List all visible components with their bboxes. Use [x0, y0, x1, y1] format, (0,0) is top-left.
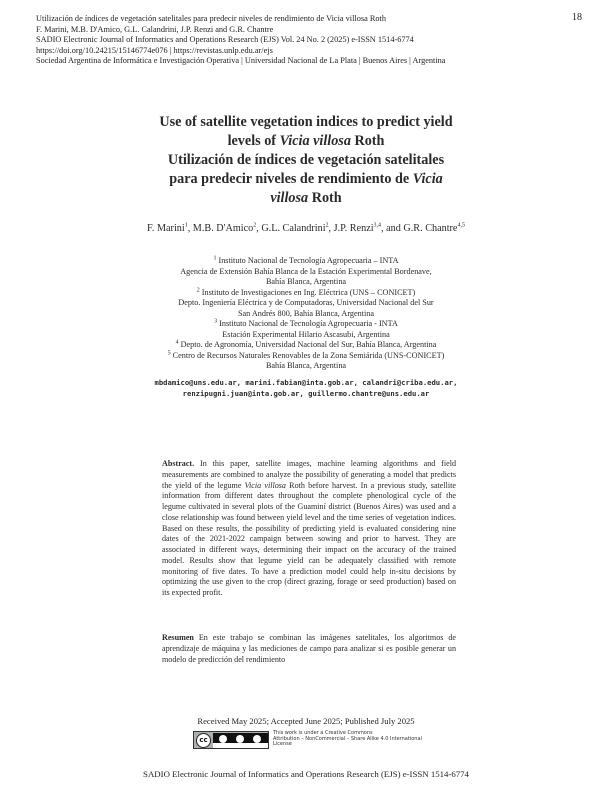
publication-dates: Received May 2025; Accepted June 2025; Published July 2025: [197, 716, 415, 726]
author-affil-mark: 4,5: [457, 222, 465, 229]
affil-line: Estación Experimental Hilario Ascasubi, Argentina: [222, 329, 390, 339]
title-es-text-end: Roth: [308, 190, 342, 206]
abstract: [162, 459, 456, 599]
cc-license-badge-icon[interactable]: [193, 731, 269, 749]
title-es-species-genus: Vicia: [412, 171, 443, 187]
license-text: [273, 731, 433, 748]
affil-mark: 1: [213, 255, 217, 262]
by-icon: [219, 735, 227, 743]
affil-mark: 5: [167, 349, 171, 356]
title-es-species-epithet: villosa: [270, 190, 309, 206]
page-number: 18: [572, 12, 582, 23]
page-footer: SADIO Electronic Journal of Informatics and Operations Research (EJS) e-ISSN 1514-6774: [143, 769, 469, 779]
license-text-line2[interactable]: Attribution – NonCommercial – Share Alike 4.0 International License: [273, 735, 422, 748]
author-name: , M.B. D'Amico: [187, 223, 254, 234]
header-line-doi: https://doi.org/10.24215/15146774e076 | https://revistas.unlp.edu.ar/ejs: [36, 45, 273, 55]
affiliation-2: [110, 288, 502, 299]
author-affil-mark: 3,4: [373, 222, 382, 229]
author-list: [120, 222, 492, 235]
title-en-line2: [110, 132, 502, 151]
affil-line: Depto. de Agronomía, Universidad Nacional del Sur, Bahía Blanca, Argentina: [180, 340, 437, 349]
affiliations: [110, 256, 502, 372]
affiliation-3: [110, 319, 502, 330]
title-en-species: Vicia villosa: [279, 133, 351, 149]
affil-mark: 2: [196, 286, 200, 293]
affil-line: Instituto Nacional de Tecnología Agropecuaria – INTA: [218, 256, 399, 265]
affil-mark: 3: [214, 318, 218, 325]
author-affil-mark: 2: [253, 222, 257, 229]
affil-line: San Andrés 800, Bahía Blanca, Argentina: [237, 308, 375, 318]
title-es-line2: [110, 170, 502, 189]
author-name: F. Marini: [147, 223, 185, 234]
cc-logo-icon: cc: [196, 733, 211, 748]
abstract-species: Vicia villosa: [244, 480, 286, 490]
affil-line: Instituto Nacional de Tecnología Agropecuaria - INTA: [219, 319, 398, 328]
resumen-label: Resumen: [162, 633, 194, 642]
affil-mark: 4: [175, 339, 179, 346]
cc-attribution-strip: [213, 733, 268, 743]
affil-line: Instituto de Investigaciones en Ing. Eléctrica (UNS – CONICET): [201, 287, 416, 297]
header-line-journal: SADIO Electronic Journal of Informatics and Operations Research (EJS) Vol. 24 No. 2 (2025) e-ISSN 1514-6774: [36, 35, 414, 45]
title-en-text: levels of: [227, 133, 280, 149]
affiliation-1: [110, 256, 502, 267]
sa-icon: [253, 735, 261, 743]
email-line[interactable]: mbdamico@uns.edu.ar, marini.fabian@inta.gob.ar, calandri@criba.edu.ar,: [154, 378, 458, 387]
header-line-title: Utilización de índices de vegetación satelitales para predecir niveles de rendimiento de Vicia villosa Roth: [36, 14, 386, 23]
affil-line: Centro de Recursos Naturales Renovables de la Zona Semiárida (UNS-CONICET): [172, 350, 445, 360]
affil-line: Agencia de Extensión Bahía Blanca de la Estación Experimental Bordenave,: [180, 266, 432, 276]
header-line-society: Sociedad Argentina de Informática e Investigación Operativa | Universidad Nacional de La Plata | Buenos Aires | Argentina: [36, 56, 446, 66]
author-emails: [110, 378, 502, 399]
author-name: , and G.R. Chantre: [381, 223, 458, 234]
abstract-label: Abstract.: [162, 459, 195, 468]
license-block[interactable]: [193, 730, 433, 750]
title-es-line1: Utilización de índices de vegetación satelitales: [167, 152, 445, 168]
cc-label-strip: [213, 743, 268, 748]
title-es-line3: [110, 189, 502, 208]
affil-line: Bahía Blanca, Argentina: [265, 277, 347, 286]
abstract-text-cont: Roth before harvest. In a previous study, satellite information from different dates throughout the complete phenological cycle of the legume cultivated in several plots of the Guaminí district (Buenos Aires) was used and a close relationship was found between yield level and the time series of vegetation indices. Based on these results, the possibility of predicting yield is evaluated considering nine dates of the 2021-2022 campaign between sowing and prior to harvest. They are associated in different ways, determining their impact on the accuracy of the trained model. Results show that legume yield can be adequately classified with remote monitoring of five dates. To have a prediction model could help in-situ decisions by optimizing the use given to the crop (direct grazing, forage or seed production) based on its expected profit.: [162, 480, 456, 597]
author-affil-mark: 2: [325, 222, 329, 229]
abstract-text: In this paper, satellite images, machine learning algorithms and field measurements are combined to analyze the possibility of generating a model that predicts the yield of the legume: [162, 459, 456, 490]
author-name: , G.L. Calandrini: [256, 223, 326, 234]
email-line[interactable]: renzipugni.juan@inta.gob.ar, guillermo.chantre@uns.edu.ar: [182, 388, 430, 398]
affiliation-5: [110, 351, 502, 362]
running-header: [36, 14, 576, 67]
resumen-text: En este trabajo se combinan las imágenes satelitales, los algoritmos de aprendizaje de máquina y las mediciones de campo para analizar si es posible generar un modelo de predicción del rendimiento: [162, 633, 456, 664]
author-name: , J.P. Renzi: [328, 223, 374, 234]
title-es-text: para predecir niveles de rendimiento de: [169, 171, 413, 187]
affil-line: Depto. Ingeniería Eléctrica y de Computadoras, Universidad Nacional del Sur: [178, 298, 434, 307]
affil-line: Bahía Blanca, Argentina: [265, 361, 347, 370]
title-en-line1: Use of satellite vegetation indices to predict yield: [159, 114, 453, 130]
license-text-line1: This work is under a Creative Commons: [273, 730, 373, 736]
paper-title: [110, 113, 502, 208]
resumen: [162, 633, 456, 665]
author-affil-mark: 1: [184, 222, 188, 229]
header-line-authors: F. Marini, M.B. D'Amico, G.L. Calandrini, J.P. Renzi and G.R. Chantre: [36, 24, 274, 34]
nc-icon: [236, 735, 244, 743]
title-en-text-end: Roth: [350, 133, 385, 149]
